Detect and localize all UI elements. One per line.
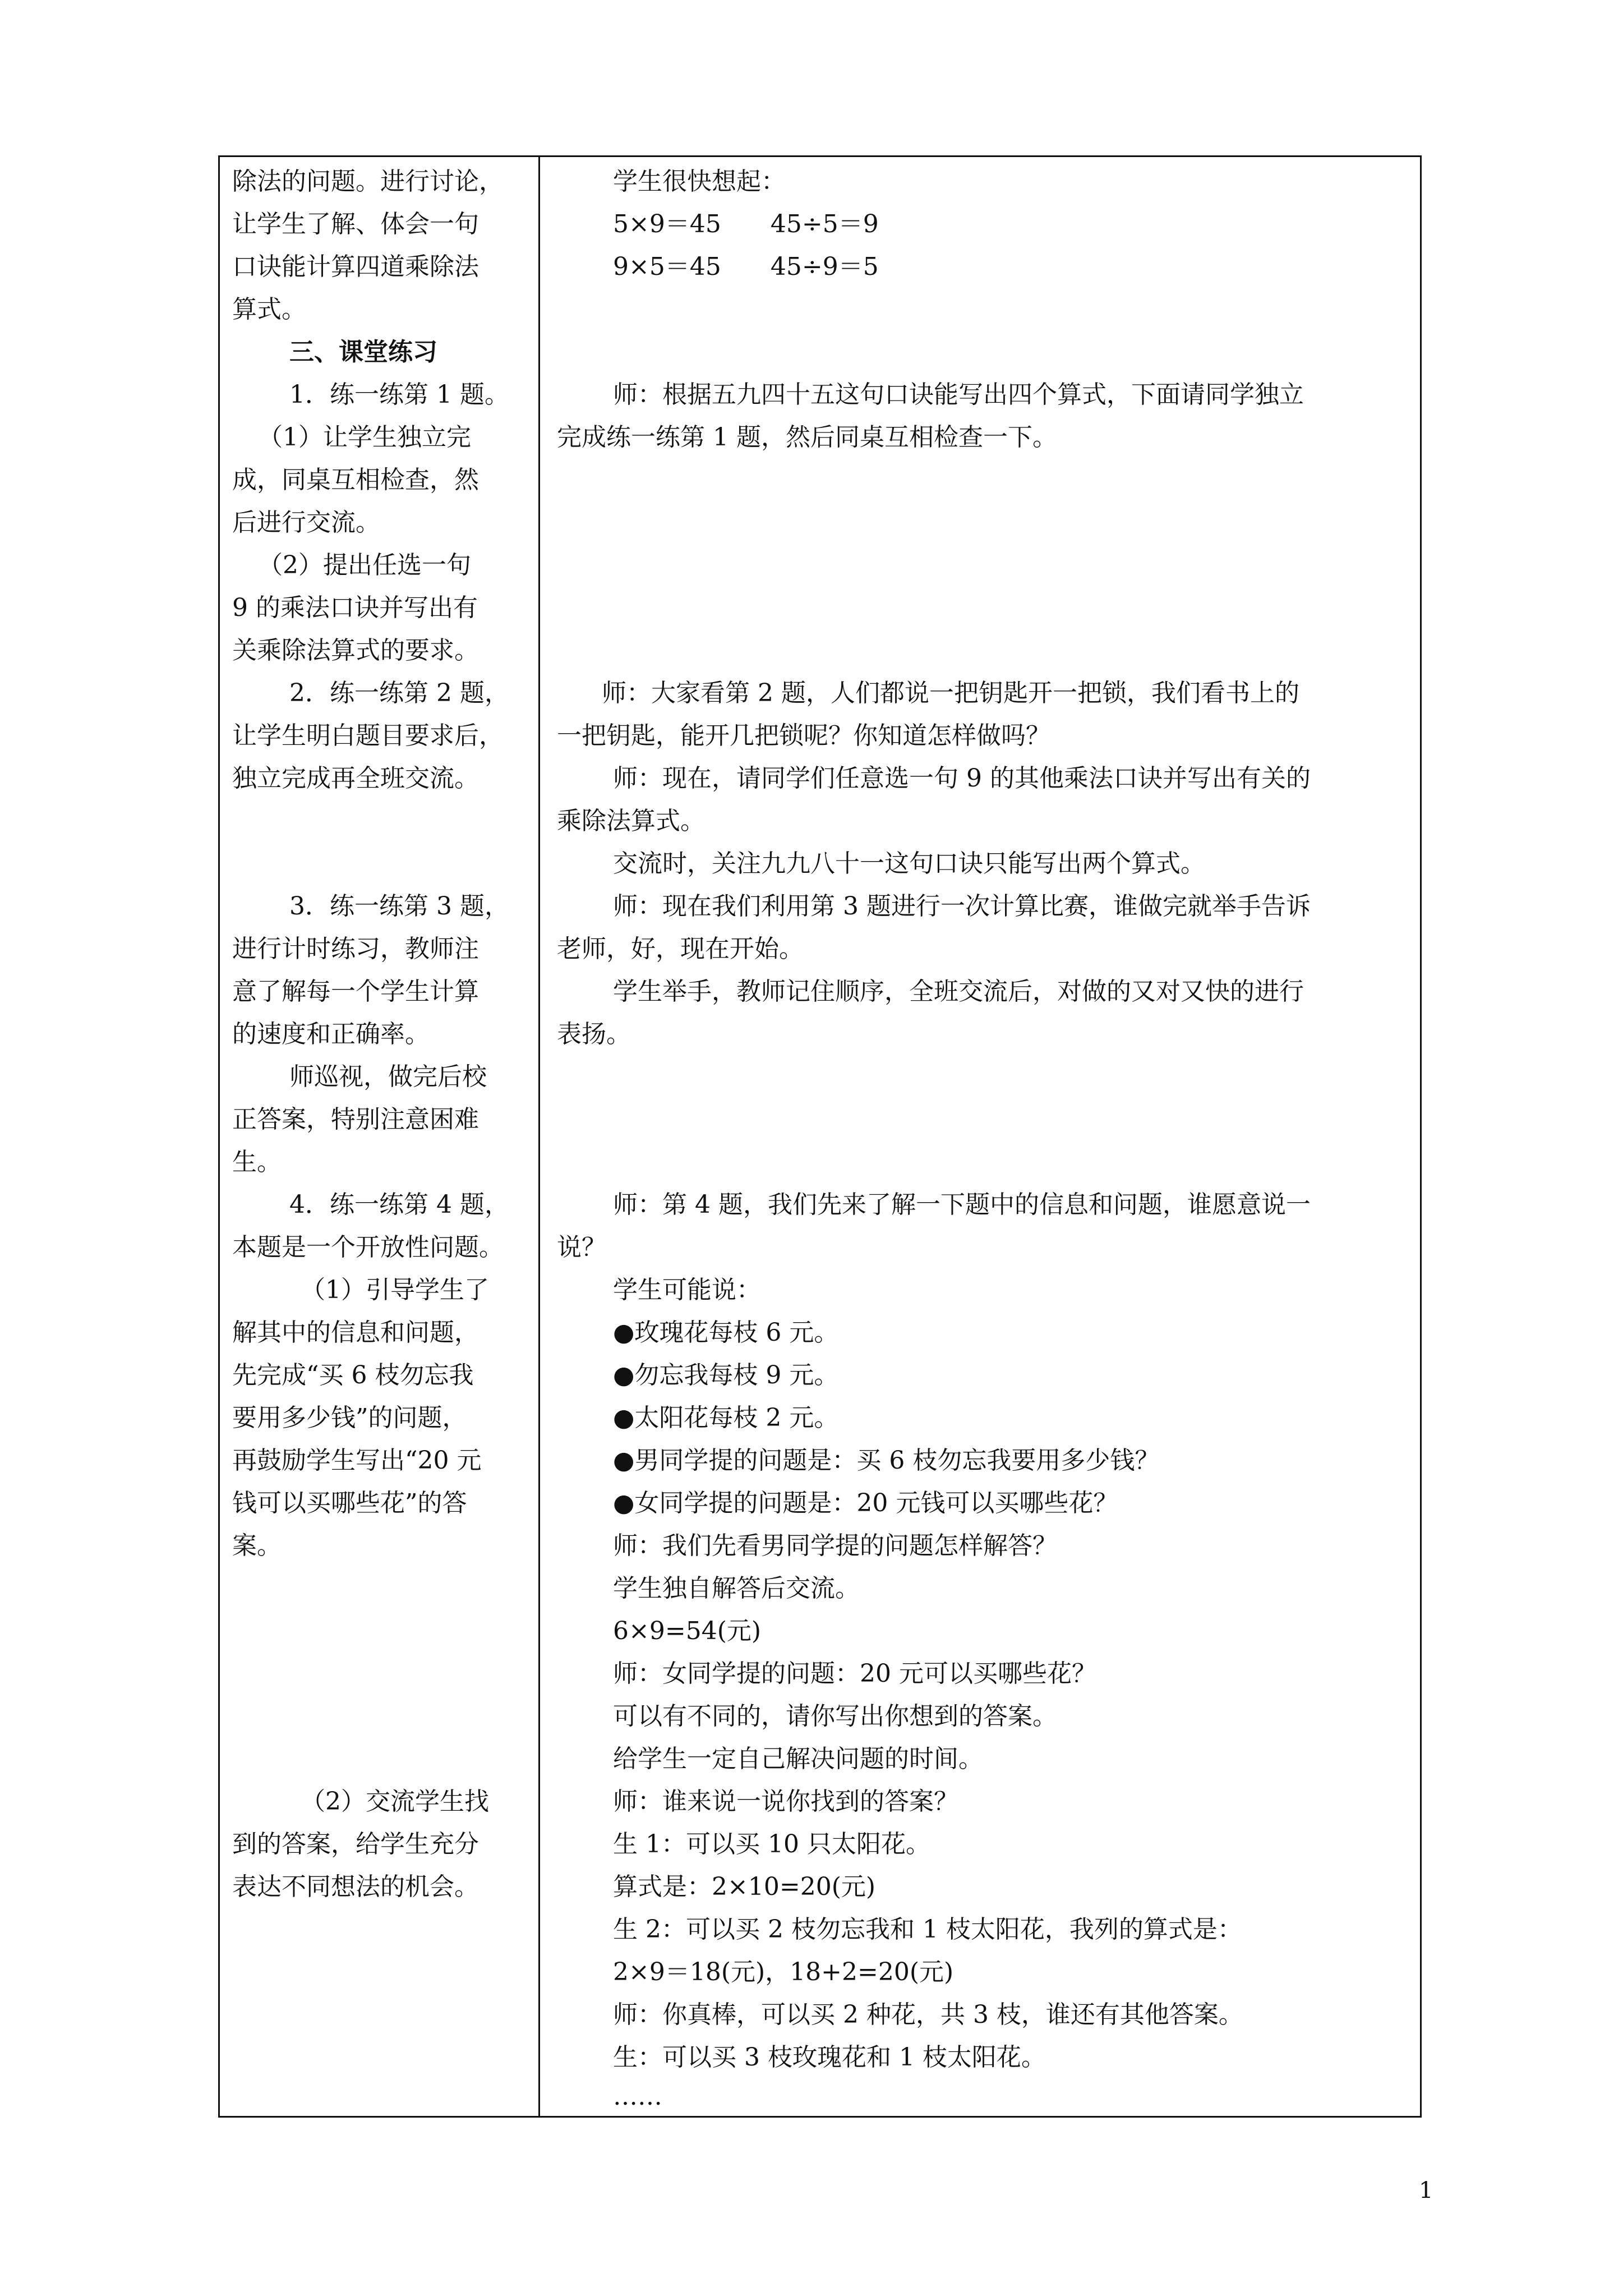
equation-line: 9×5＝45 45÷9＝5	[613, 252, 879, 281]
left-line: 解其中的信息和问题，	[232, 1318, 479, 1347]
right-line: 表扬。	[557, 1020, 631, 1048]
left-line: 关乘除法算式的要求。	[232, 636, 479, 665]
bullet-item: ●女同学提的问题是：20 元钱可以买哪些花？	[613, 1489, 1118, 1517]
right-line: 完成练一练第 1 题，然后同桌互相检查一下。	[557, 423, 1057, 452]
right-line: 给学生一定自己解决问题的时间。	[613, 1745, 983, 1773]
left-line: （2）提出任选一句	[258, 551, 471, 579]
right-line: 学生可能说：	[613, 1276, 761, 1304]
right-line: 生 1：可以买 10 只太阳花。	[613, 1830, 930, 1858]
bullet-item: ●玫瑰花每枝 6 元。	[613, 1318, 839, 1347]
right-line: 生 2：可以买 2 枝勿忘我和 1 枝太阳花，我列的算式是：	[613, 1915, 1242, 1944]
column-divider	[538, 157, 540, 2116]
right-line: 师：女同学提的问题：20 元可以买哪些花？	[613, 1659, 1096, 1688]
left-line: 师巡视，做完后校	[289, 1062, 487, 1091]
right-line: 师：第 4 题，我们先来了解一下题中的信息和问题，谁愿意说一	[613, 1190, 1311, 1219]
right-line: 师：根据五九四十五这句口诀能写出四个算式，下面请同学独立	[613, 380, 1304, 409]
left-line: 到的答案，给学生充分	[232, 1830, 479, 1858]
right-line: 老师，好，现在开始。	[557, 935, 804, 963]
left-line: 4．练一练第 4 题，	[289, 1190, 509, 1219]
left-line: 除法的问题。进行讨论，	[232, 167, 504, 196]
left-line: 后进行交流。	[232, 508, 380, 537]
equation-line: 2×9＝18(元)，18+2=20(元)	[613, 1958, 954, 1986]
left-line: 让学生了解、体会一句	[232, 210, 479, 238]
bullet-item: ●太阳花每枝 2 元。	[613, 1404, 839, 1432]
right-line: 师：现在我们利用第 3 题进行一次计算比赛，谁做完就举手告诉	[613, 892, 1311, 921]
left-line: 要用多少钱”的问题，	[232, 1404, 467, 1432]
right-line: 师：现在，请同学们任意选一句 9 的其他乘法口诀并写出有关的	[613, 764, 1311, 793]
section-heading: 三、课堂练习	[289, 338, 437, 366]
right-line: 一把钥匙，能开几把锁呢？你知道怎样做吗？	[557, 721, 1050, 750]
equation-line: 5×9＝45 45÷5＝9	[613, 210, 879, 238]
right-line: 学生很快想起：	[613, 167, 786, 196]
equation-line: 算式是：2×10=20(元)	[613, 1872, 876, 1901]
left-line: 的速度和正确率。	[232, 1020, 430, 1048]
bullet-item: ●男同学提的问题是：买 6 枝勿忘我要用多少钱？	[613, 1446, 1160, 1475]
page-number: 1	[1419, 2178, 1433, 2203]
right-line: 师：你真棒，可以买 2 种花，共 3 枝，谁还有其他答案。	[613, 2000, 1243, 2029]
left-line: 生。	[232, 1148, 282, 1176]
left-line: 让学生明白题目要求后，	[232, 721, 504, 750]
left-line: 再鼓励学生写出“20 元	[232, 1446, 482, 1475]
bullet-item: ●勿忘我每枝 9 元。	[613, 1361, 839, 1389]
right-line: 乘除法算式。	[557, 807, 705, 835]
left-line: 1．练一练第 1 题。	[289, 380, 509, 409]
left-line: （2）交流学生找	[301, 1787, 489, 1816]
left-line: 成，同桌互相检查，然	[232, 466, 479, 494]
ellipsis: ……	[613, 2082, 662, 2111]
right-line: 说？	[557, 1233, 606, 1262]
left-line: （1）引导学生了	[301, 1276, 489, 1304]
left-line: 2．练一练第 2 题，	[289, 679, 509, 707]
left-line: 算式。	[232, 295, 306, 324]
left-line: 意了解每一个学生计算	[232, 977, 479, 1006]
left-line: 本题是一个开放性问题。	[232, 1233, 504, 1262]
left-line: （1）让学生独立完	[258, 423, 471, 452]
left-line: 3．练一练第 3 题，	[289, 892, 509, 921]
left-line: 先完成“买 6 枝勿忘我	[232, 1361, 474, 1389]
lesson-table	[218, 155, 1422, 2118]
left-line: 口诀能计算四道乘除法	[232, 252, 479, 281]
equation-line: 6×9=54(元)	[613, 1617, 762, 1645]
right-line: 学生举手，教师记住顺序，全班交流后，对做的又对又快的进行	[613, 977, 1304, 1006]
left-line: 9 的乘法口诀并写出有	[232, 593, 478, 622]
left-line: 进行计时练习，教师注	[232, 935, 479, 963]
left-line: 正答案，特别注意困难	[232, 1105, 479, 1134]
right-line: 交流时，关注九九八十一这句口诀只能写出两个算式。	[613, 849, 1205, 878]
left-line: 表达不同想法的机会。	[232, 1872, 479, 1901]
left-line: 案。	[232, 1531, 282, 1560]
right-line: 师：我们先看男同学提的问题怎样解答？	[613, 1531, 1057, 1560]
left-line: 独立完成再全班交流。	[232, 764, 479, 793]
right-line: 师：大家看第 2 题，人们都说一把钥匙开一把锁，我们看书上的	[602, 679, 1299, 707]
right-line: 师：谁来说一说你找到的答案？	[613, 1787, 958, 1816]
right-line: 学生独自解答后交流。	[613, 1574, 860, 1603]
right-line: 生：可以买 3 枝玫瑰花和 1 枝太阳花。	[613, 2043, 1046, 2072]
left-line: 钱可以买哪些花”的答	[232, 1489, 467, 1517]
right-line: 可以有不同的，请你写出你想到的答案。	[613, 1702, 1057, 1731]
